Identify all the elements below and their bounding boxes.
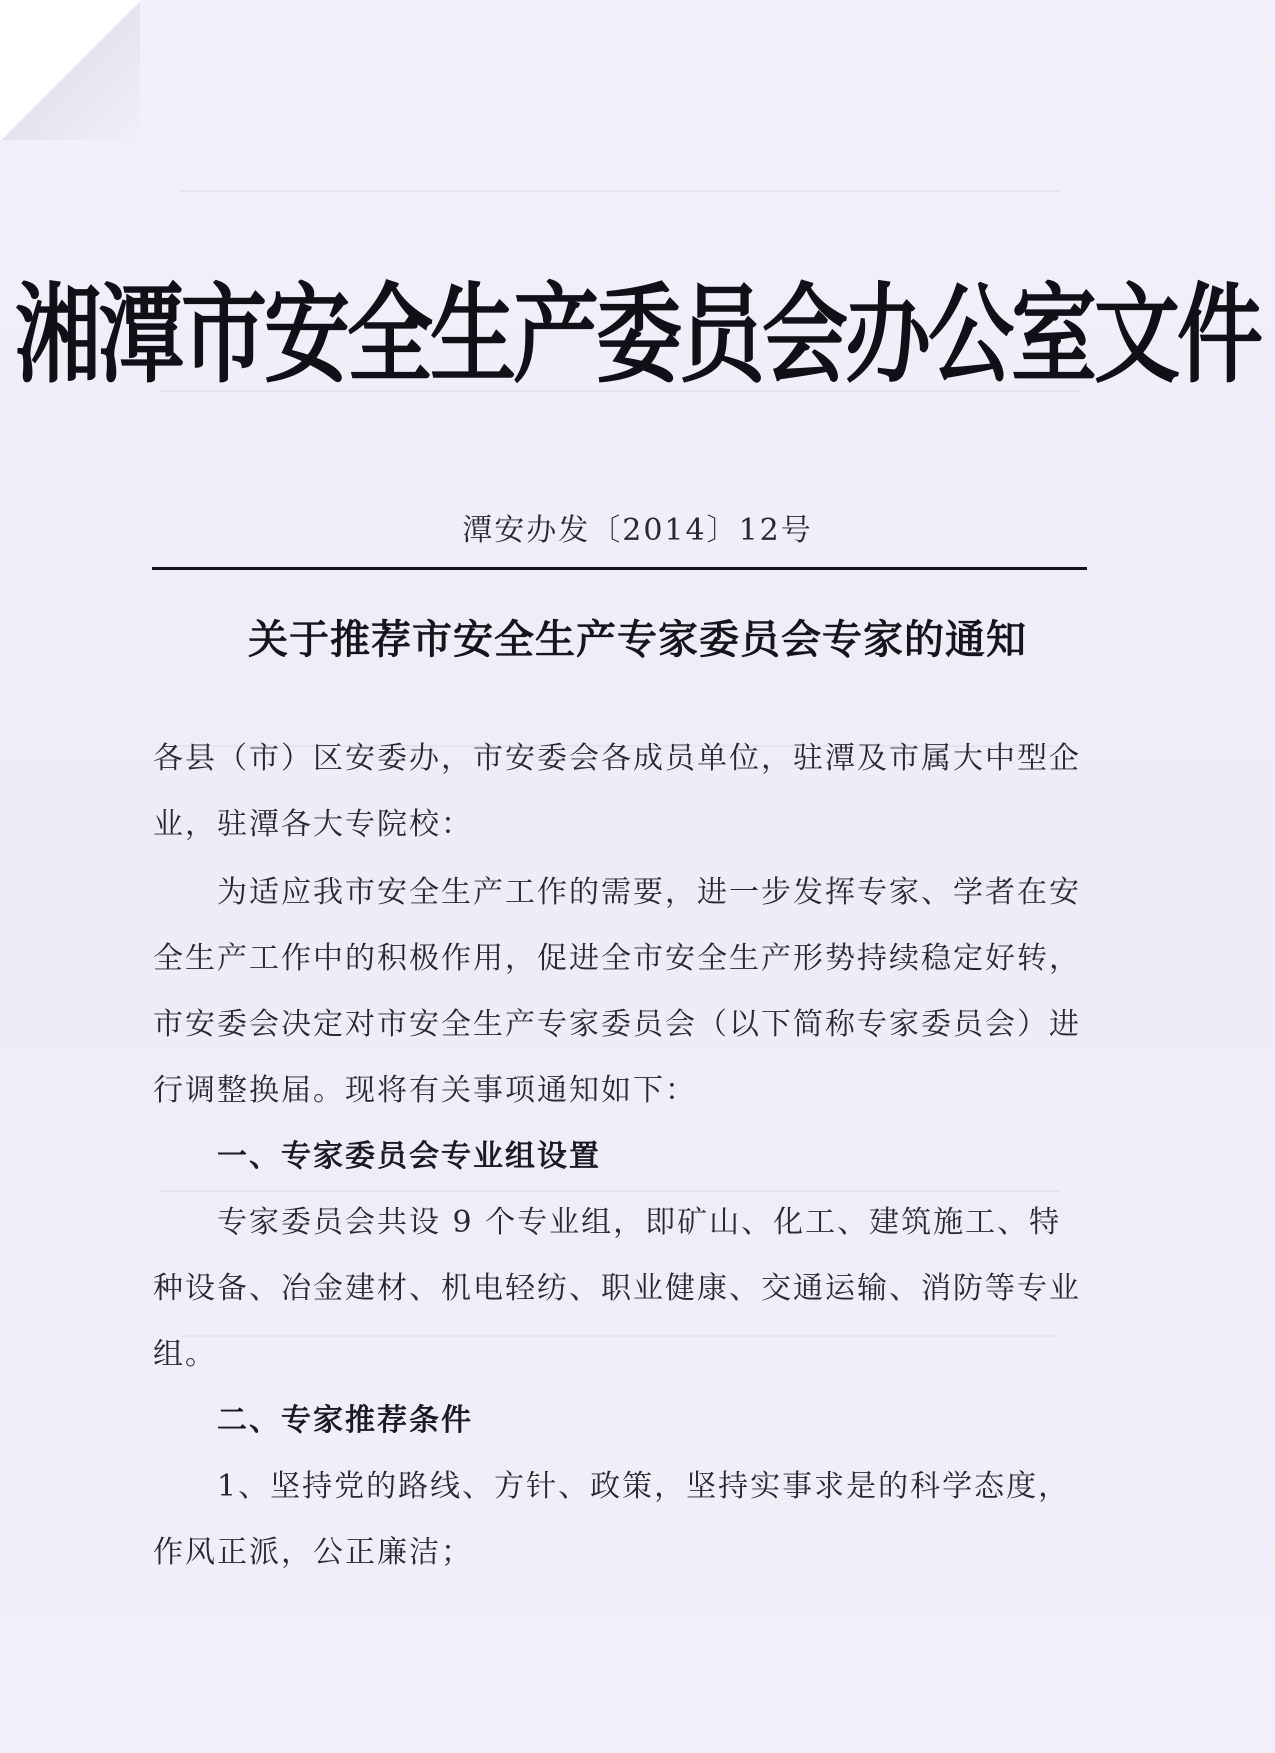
section2-heading: 二、专家推荐条件 [217,1403,473,1438]
intro-paragraph: 为适应我市安全生产工作的需要，进一步发挥专家、学者在安全生产工作中的积极作用，促进全市安全生产形势持续稳定好转，市安委会决定对市安全生产专家委员会（以下简称专家委员会）进行调整换届。现将有关事项通知如下： [153,875,1081,1108]
show-through-line [180,190,1060,192]
section2-item-1: 1、坚持党的路线、方针、政策，坚持实事求是的科学态度，作风正派，公正廉洁； [153,1469,1071,1570]
header-divider [152,567,1087,570]
folded-corner [0,0,140,140]
notice-body [153,726,1081,1586]
section1-paragraph: 专家委员会共设 9 个专业组，即矿山、化工、建筑施工、特种设备、冶金建材、机电轻纺、职业健康、交通运输、消防等专业组。 [153,1205,1081,1372]
issuer-header: 湘潭市安全生产委员会办公室文件 [15,273,1260,398]
recipients-paragraph: 各县（市）区安委办，市安委会各成员单位，驻潭及市属大中型企业，驻潭各大专院校： [153,741,1081,842]
section1-heading: 一、专家委员会专业组设置 [217,1139,601,1174]
notice-title: 关于推荐市安全生产专家委员会专家的通知 [248,617,1027,663]
document-number: 潭安办发〔2014〕12号 [462,513,813,548]
